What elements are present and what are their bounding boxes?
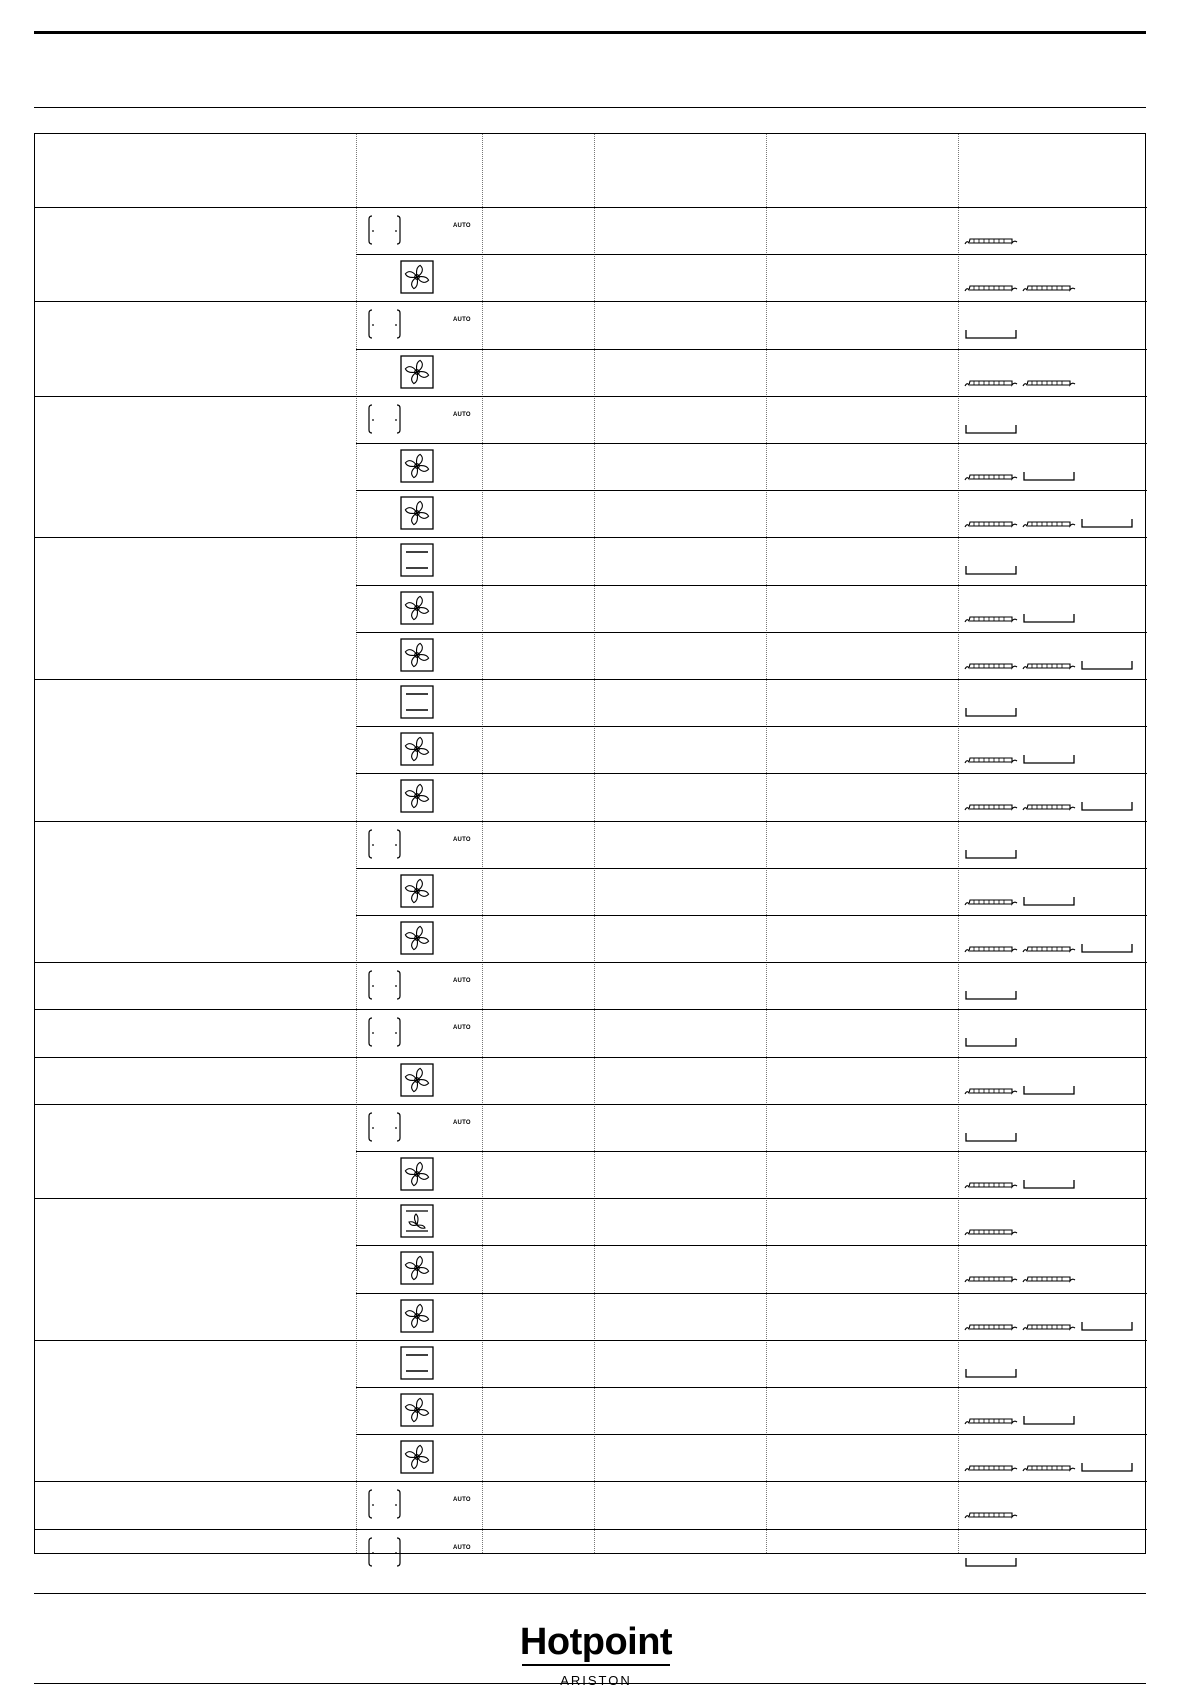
wire-rack-icon — [964, 659, 1018, 673]
baking-tray-icon — [964, 328, 1018, 342]
fan-icon — [400, 355, 434, 389]
group-divider — [35, 1481, 1147, 1482]
baking-tray-icon — [1022, 1178, 1076, 1192]
row-divider — [356, 443, 1147, 444]
baking-tray-icon — [1022, 612, 1076, 626]
fan-icon — [400, 921, 434, 955]
baking-tray-icon — [964, 989, 1018, 1003]
wire-rack-icon — [964, 1414, 1018, 1428]
wire-rack-icon — [964, 470, 1018, 484]
fan-icon — [400, 779, 434, 813]
auto-label: AUTO — [453, 317, 471, 324]
fan-icon — [400, 449, 434, 483]
wire-rack-icon — [1022, 1272, 1076, 1286]
baking-tray-icon — [1080, 1320, 1134, 1334]
baking-tray-icon — [964, 1367, 1018, 1381]
top-bottom-heat-icon — [400, 543, 434, 577]
wire-rack-icon — [964, 1178, 1018, 1192]
fan-grill-icon — [400, 1204, 434, 1238]
top-bottom-heat-icon — [400, 685, 434, 719]
row-divider — [356, 868, 1147, 869]
row-divider — [356, 349, 1147, 350]
baking-tray-icon — [964, 564, 1018, 578]
wire-rack-icon — [964, 1508, 1018, 1522]
recipe-table — [34, 133, 1146, 1554]
auto-label: AUTO — [453, 223, 471, 229]
row-divider — [356, 773, 1147, 774]
wire-rack-icon — [1022, 281, 1076, 295]
baking-tray-icon — [1080, 659, 1134, 673]
fan-icon — [400, 591, 434, 625]
fan-icon — [400, 496, 434, 530]
auto-label: AUTO — [453, 411, 471, 418]
auto-label: AUTO — [453, 978, 471, 985]
brand-subname: ARISTON — [560, 1673, 632, 1688]
auto-label: AUTO — [453, 1497, 471, 1504]
baking-tray-icon — [1022, 753, 1076, 767]
row-divider — [356, 1293, 1147, 1294]
top-bottom-heat-icon — [400, 1346, 434, 1380]
fan-icon — [400, 1157, 434, 1191]
group-divider — [35, 1057, 1147, 1058]
auto-bracket-icon — [364, 1534, 404, 1570]
row-divider — [356, 585, 1147, 586]
baking-tray-icon — [964, 1036, 1018, 1050]
row-divider — [356, 1151, 1147, 1152]
wire-rack-icon — [964, 1225, 1018, 1239]
fan-icon — [400, 1299, 434, 1333]
row-divider — [356, 1245, 1147, 1246]
wire-rack-icon — [964, 281, 1018, 295]
wire-rack-icon — [964, 1320, 1018, 1334]
wire-rack-icon — [1022, 659, 1076, 673]
wire-rack-icon — [1022, 376, 1076, 390]
auto-label: AUTO — [453, 1025, 471, 1032]
auto-bracket-icon — [364, 212, 404, 248]
header-divider — [35, 207, 1147, 208]
fan-icon — [400, 1251, 434, 1285]
auto-bracket-icon — [364, 1486, 404, 1522]
baking-tray-icon — [964, 1131, 1018, 1145]
fan-icon — [400, 1440, 434, 1474]
wire-rack-icon — [964, 1461, 1018, 1475]
top-rule-thick — [34, 31, 1146, 34]
wire-rack-icon — [964, 942, 1018, 956]
wire-rack-icon — [1022, 1461, 1076, 1475]
brand-name: Hotpoint — [519, 1621, 673, 1663]
wire-rack-icon — [964, 800, 1018, 814]
baking-tray-icon — [1022, 470, 1076, 484]
baking-tray-icon — [964, 1556, 1018, 1570]
row-divider — [356, 254, 1147, 255]
wire-rack-icon — [1022, 800, 1076, 814]
fan-icon — [400, 1063, 434, 1097]
row-divider — [356, 632, 1147, 633]
wire-rack-icon — [964, 895, 1018, 909]
row-divider — [356, 915, 1147, 916]
baking-tray-icon — [1080, 1461, 1134, 1475]
wire-rack-icon — [964, 1084, 1018, 1098]
group-divider — [35, 679, 1147, 680]
group-divider — [35, 1009, 1147, 1010]
row-divider — [356, 490, 1147, 491]
baking-tray-icon — [964, 848, 1018, 862]
top-rule-thin — [34, 107, 1146, 108]
baking-tray-icon — [964, 706, 1018, 720]
wire-rack-icon — [964, 234, 1018, 248]
wire-rack-icon — [1022, 942, 1076, 956]
baking-tray-icon — [1080, 942, 1134, 956]
wire-rack-icon — [964, 612, 1018, 626]
baking-tray-icon — [964, 423, 1018, 437]
row-divider — [356, 1387, 1147, 1388]
auto-bracket-icon — [364, 401, 404, 437]
bottom-rule — [34, 1593, 1146, 1594]
fan-icon — [400, 874, 434, 908]
group-divider — [35, 1104, 1147, 1105]
brand-underline — [522, 1664, 670, 1666]
baking-tray-icon — [1022, 1084, 1076, 1098]
row-divider — [356, 726, 1147, 727]
group-divider — [35, 301, 1147, 302]
brand-logo — [0, 1622, 1192, 1688]
group-divider — [35, 962, 1147, 963]
group-divider — [35, 1529, 1147, 1530]
wire-rack-icon — [1022, 1320, 1076, 1334]
wire-rack-icon — [964, 753, 1018, 767]
baking-tray-icon — [1080, 517, 1134, 531]
auto-bracket-icon — [364, 1014, 404, 1050]
group-divider — [35, 1198, 1147, 1199]
auto-label: AUTO — [453, 1119, 471, 1126]
fan-icon — [400, 732, 434, 766]
auto-bracket-icon — [364, 826, 404, 862]
auto-bracket-icon — [364, 306, 404, 342]
wire-rack-icon — [1022, 517, 1076, 531]
auto-label: AUTO — [453, 836, 471, 843]
baking-tray-icon — [1022, 895, 1076, 909]
wire-rack-icon — [964, 1272, 1018, 1286]
group-divider — [35, 396, 1147, 397]
fan-icon — [400, 1393, 434, 1427]
group-divider — [35, 821, 1147, 822]
wire-rack-icon — [964, 517, 1018, 531]
baking-tray-icon — [1022, 1414, 1076, 1428]
auto-bracket-icon — [364, 1109, 404, 1145]
wire-rack-icon — [964, 376, 1018, 390]
group-divider — [35, 537, 1147, 538]
group-divider — [35, 1340, 1147, 1341]
auto-bracket-icon — [364, 967, 404, 1003]
baking-tray-icon — [1080, 800, 1134, 814]
row-divider — [356, 1434, 1147, 1435]
auto-label: AUTO — [453, 1544, 471, 1551]
fan-icon — [400, 260, 434, 294]
fan-icon — [400, 638, 434, 672]
